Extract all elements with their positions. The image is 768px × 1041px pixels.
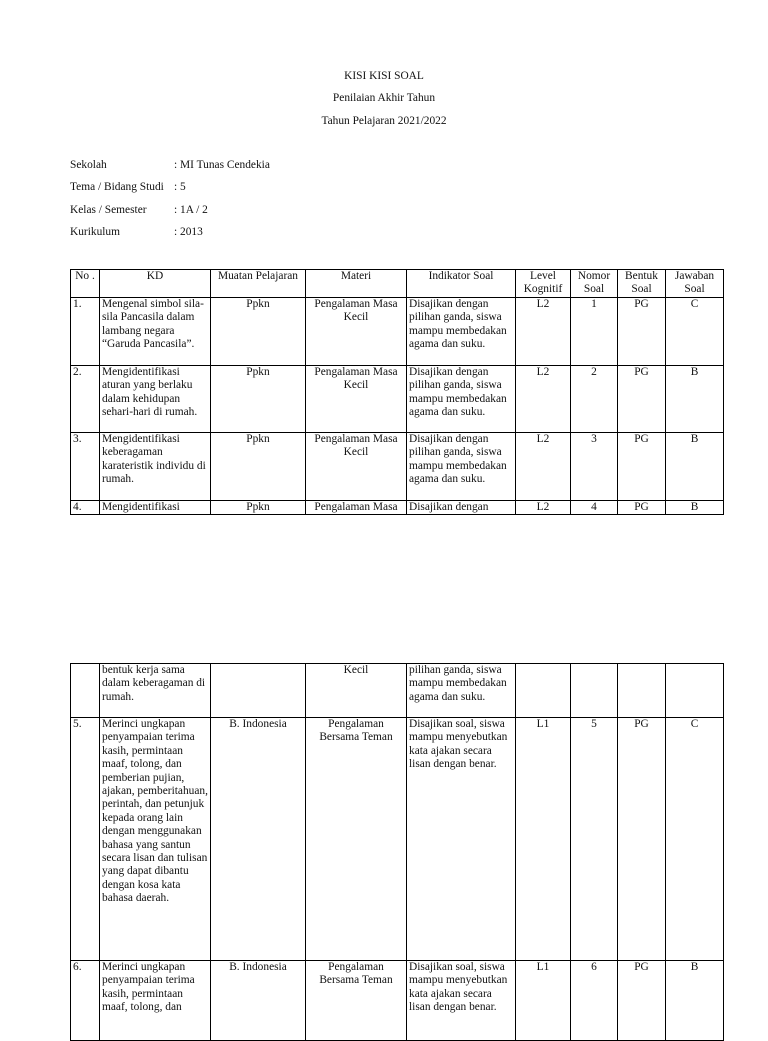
cell-materi: Pengalaman Masa Kecil <box>306 433 407 501</box>
cell-nomor: 2 <box>571 366 618 433</box>
kisi-table-page-1 <box>70 269 724 515</box>
cell-bentuk: PG <box>618 501 666 515</box>
info-value-kelas: : 1A / 2 <box>174 204 208 216</box>
cell-materi: Pengalaman Bersama Teman <box>306 961 407 1041</box>
cell-nomor: 5 <box>571 718 618 961</box>
cell-jawaban: C <box>666 718 724 961</box>
table-header-row <box>71 270 724 298</box>
cell-no: 1. <box>71 298 100 366</box>
page-subtitle: Penilaian Akhir Tahun <box>332 92 436 104</box>
cell-muatan: Ppkn <box>211 298 306 366</box>
header-kd: KD <box>100 270 211 298</box>
table-row <box>71 501 724 515</box>
cell-no <box>71 664 100 718</box>
info-value-sekolah: : MI Tunas Cendekia <box>174 159 270 171</box>
cell-level: L2 <box>516 298 571 366</box>
cell-bentuk: PG <box>618 433 666 501</box>
cell-no: 3. <box>71 433 100 501</box>
cell-indikator: Disajikan dengan <box>407 501 516 515</box>
page-title: KISI KISI SOAL <box>344 70 424 82</box>
info-label-sekolah: Sekolah <box>70 159 107 171</box>
cell-bentuk: PG <box>618 298 666 366</box>
cell-muatan: Ppkn <box>211 433 306 501</box>
info-label-kelas: Kelas / Semester <box>70 204 147 216</box>
info-label-kurikulum: Kurikulum <box>70 226 120 238</box>
cell-kd: Merinci ungkapan penyampaian terima kasih, permintaan maaf, tolong, dan pemberian pujian, ajakan, pemberitahuan, perintah, dan petunjuk kepada orang lain dengan menggunakan bahasa yang santun secara lisan dan tulisan yang dapat dibantu dengan kosa kata bahasa daerah. <box>100 718 211 961</box>
cell-materi: Pengalaman Masa Kecil <box>306 366 407 433</box>
info-label-tema: Tema / Bidang Studi <box>70 181 164 193</box>
table-row <box>71 718 724 961</box>
table-row <box>71 298 724 366</box>
cell-jawaban: B <box>666 433 724 501</box>
cell-indikator: pilihan ganda, siswa mampu membedakan agama dan suku. <box>407 664 516 718</box>
header-materi: Materi <box>306 270 407 298</box>
cell-no: 4. <box>71 501 100 515</box>
table-row <box>71 366 724 433</box>
kisi-table-page-2 <box>70 663 724 1041</box>
cell-level <box>516 664 571 718</box>
cell-muatan: B. Indonesia <box>211 961 306 1041</box>
cell-bentuk: PG <box>618 961 666 1041</box>
cell-materi: Kecil <box>306 664 407 718</box>
cell-kd: bentuk kerja sama dalam keberagaman di rumah. <box>100 664 211 718</box>
cell-nomor: 6 <box>571 961 618 1041</box>
table-row <box>71 961 724 1041</box>
cell-jawaban: B <box>666 366 724 433</box>
cell-level: L1 <box>516 718 571 961</box>
cell-indikator: Disajikan soal, siswa mampu menyebutkan kata ajakan secara lisan dengan benar. <box>407 718 516 961</box>
cell-muatan: B. Indonesia <box>211 718 306 961</box>
table-row <box>71 664 724 718</box>
cell-muatan: Ppkn <box>211 501 306 515</box>
header-level: Level Kognitif <box>516 270 571 298</box>
cell-no: 6. <box>71 961 100 1041</box>
cell-level: L1 <box>516 961 571 1041</box>
cell-no: 5. <box>71 718 100 961</box>
cell-bentuk <box>618 664 666 718</box>
cell-jawaban <box>666 664 724 718</box>
header-bentuk: Bentuk Soal <box>618 270 666 298</box>
cell-kd: Mengidentifikasi <box>100 501 211 515</box>
header-muatan: Muatan Pelajaran <box>211 270 306 298</box>
cell-nomor: 3 <box>571 433 618 501</box>
cell-jawaban: C <box>666 298 724 366</box>
cell-materi: Pengalaman Bersama Teman <box>306 718 407 961</box>
cell-nomor: 1 <box>571 298 618 366</box>
cell-muatan: Ppkn <box>211 366 306 433</box>
cell-materi: Pengalaman Masa <box>306 501 407 515</box>
cell-indikator: Disajikan dengan pilihan ganda, siswa mampu membedakan agama dan suku. <box>407 298 516 366</box>
info-value-kurikulum: : 2013 <box>174 226 203 238</box>
cell-indikator: Disajikan dengan pilihan ganda, siswa mampu membedakan agama dan suku. <box>407 433 516 501</box>
cell-kd: Mengenal simbol sila-sila Pancasila dalam lambang negara “Garuda Pancasila”. <box>100 298 211 366</box>
cell-indikator: Disajikan dengan pilihan ganda, siswa mampu membedakan agama dan suku. <box>407 366 516 433</box>
cell-nomor: 4 <box>571 501 618 515</box>
cell-nomor <box>571 664 618 718</box>
cell-bentuk: PG <box>618 366 666 433</box>
cell-muatan <box>211 664 306 718</box>
header-indikator: Indikator Soal <box>407 270 516 298</box>
cell-level: L2 <box>516 366 571 433</box>
academic-year: Tahun Pelajaran 2021/2022 <box>321 115 447 127</box>
header-no: No . <box>71 270 100 298</box>
cell-level: L2 <box>516 501 571 515</box>
cell-jawaban: B <box>666 961 724 1041</box>
cell-kd: Mengidentifikasi keberagaman karateristik individu di rumah. <box>100 433 211 501</box>
cell-jawaban: B <box>666 501 724 515</box>
cell-kd: Merinci ungkapan penyampaian terima kasih, permintaan maaf, tolong, dan <box>100 961 211 1041</box>
cell-level: L2 <box>516 433 571 501</box>
cell-kd: Mengidentifikasi aturan yang berlaku dalam kehidupan sehari-hari di rumah. <box>100 366 211 433</box>
cell-no: 2. <box>71 366 100 433</box>
info-value-tema: : 5 <box>174 181 186 193</box>
cell-bentuk: PG <box>618 718 666 961</box>
header-jawaban: Jawaban Soal <box>666 270 724 298</box>
cell-materi: Pengalaman Masa Kecil <box>306 298 407 366</box>
header-nomor: Nomor Soal <box>571 270 618 298</box>
cell-indikator: Disajikan soal, siswa mampu menyebutkan kata ajakan secara lisan dengan benar. <box>407 961 516 1041</box>
table-row <box>71 433 724 501</box>
